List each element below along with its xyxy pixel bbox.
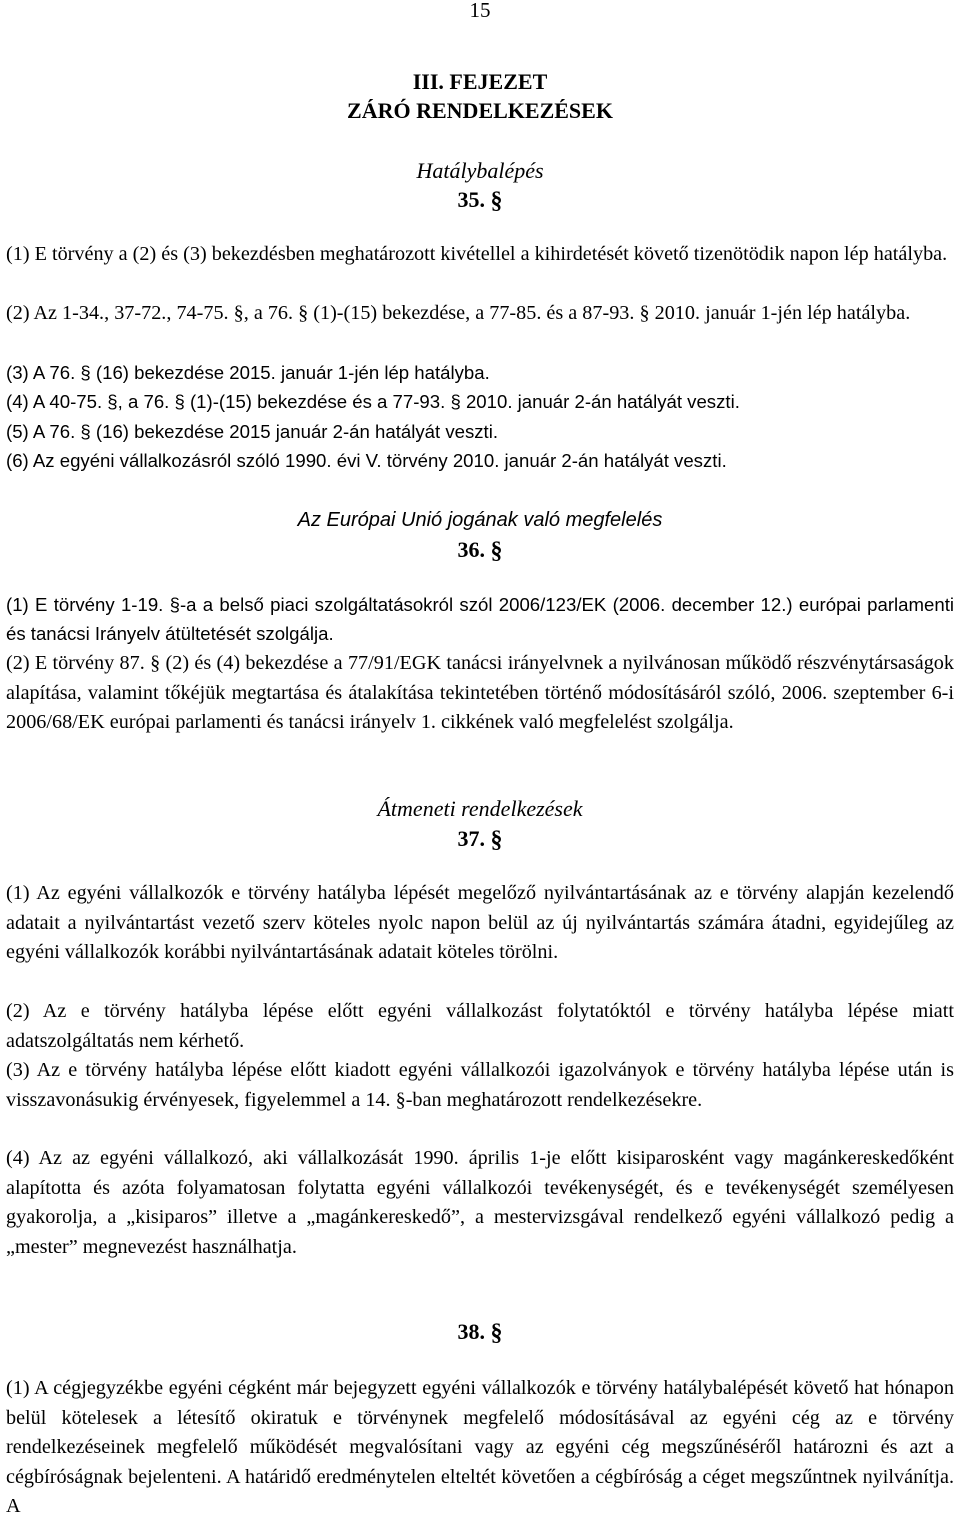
section-35-heading: Hatálybalépés xyxy=(416,158,544,183)
section-37-heading: Átmeneti rendelkezések xyxy=(377,796,583,821)
section-36-heading: Az Európai Unió jogának való megfelelés xyxy=(297,509,663,531)
section-38-number-text: 38. xyxy=(457,1319,485,1344)
section-36-paragraph-1: (1) E törvény 1-19. §-a a belső piaci szolgáltatásokról szól 2006/123/EK (2006. december 12.) európai parlamenti és tanácsi Irányelv átültetését szolgálja. xyxy=(6,594,954,644)
section-35-paragraph-3: (3) A 76. § (16) bekezdése 2015. január 1-jén lép hatályba. xyxy=(6,362,490,383)
chapter-title: ZÁRÓ RENDELKEZÉSEK xyxy=(347,98,613,123)
section-35-paragraph-1: (1) E törvény a (2) és (3) bekezdésben meghatározott kivétellel a kihirdetését követő tizenötödik napon lép hatályba. xyxy=(6,243,948,265)
section-35-number xyxy=(0,185,960,216)
section-symbol: § xyxy=(490,827,503,853)
section-35-paragraph-4: (4) A 40-75. §, a 76. § (1)-(15) bekezdése és a 77-93. § 2010. január 2-án hatályát veszti. xyxy=(6,391,740,412)
section-35-paragraph-5: (5) A 76. § (16) bekezdése 2015 január 2-án hatályát veszti. xyxy=(6,421,499,442)
section-37-paragraph-4: (4) Az az egyéni vállalkozó, aki vállalkozását 1990. április 1-je előtt kisiparosként vagy magánkereskedőként alapította és azóta folyamatosan folytatta egyéni vállalkozói tevékenységét, és e tevékenységét személyesen gyakorolja, a „kisiparos” illetve a „magánkereskedő”, a mestervizsgával rendelkező egyéni vállalkozó pedig a „mester” megnevezést használhatja. xyxy=(6,1147,954,1258)
section-35-number-text: 35. xyxy=(457,187,485,212)
section-symbol: § xyxy=(490,538,503,564)
section-38-number xyxy=(0,1317,960,1348)
section-35-paragraph-2: (2) Az 1-34., 37-72., 74-75. §, a 76. § (1)-(15) bekezdése, a 77-85. és a 87-93. § 2010. január 1-jén lép hatályba. xyxy=(6,302,911,324)
section-37-paragraph-2: (2) Az e törvény hatályba lépése előtt egyéni vállalkozást folytatóktól e törvény hatályba lépése miatt adatszolgáltatás nem kérhető. xyxy=(6,1000,954,1052)
section-36-number-text: 36. xyxy=(457,537,485,562)
section-35-paragraph-6: (6) Az egyéni vállalkozásról szóló 1990. évi V. törvény 2010. január 2-án hatályát veszti. xyxy=(6,450,727,471)
section-36-paragraph-2: (2) E törvény 87. § (2) és (4) bekezdése a 77/91/EGK tanácsi irányelvnek a nyilvánosan működő részvénytársaságok alapítása, valamint tőkéjük megtartása és átalakítása tekintetében történő módosításáról szóló, 2006. szeptember 6-i 2006/68/EK európai parlamenti és tanácsi irányelv 1. cikkének való megfelelést szolgálja. xyxy=(6,652,954,734)
section-37-number xyxy=(0,824,960,855)
section-36-number xyxy=(0,535,960,566)
section-symbol: § xyxy=(490,188,503,214)
section-symbol: § xyxy=(490,1320,503,1346)
section-38-paragraph-1: (1) A cégjegyzékbe egyéni cégként már bejegyzett egyéni vállalkozók e törvény hatálybalépését követő hat hónapon belül kötelesek a létesítő okiratuk e törvénynek megfelelő módosításával az egyéni cég az e törvény rendelkezéseinek megfelelő működését megvalósítani vagy az egyéni cég megszűnéséről határozni és azt a cégbíróságnak bejelenteni. A határidő eredménytelen elteltét követően a cégbíróság a céget megszűntnek nyilvánítja. A xyxy=(6,1377,954,1517)
chapter-number: III. FEJEZET xyxy=(412,69,548,94)
section-37-paragraph-1: (1) Az egyéni vállalkozók e törvény hatályba lépését megelőző nyilvántartásának az e törvény alapján kezelendő adatait a nyilvántartást vezető szerv köteles nyolc napon belül az új nyilvántartás számára átadni, egyidejűleg az egyéni vállalkozók korábbi nyilvántartásának adatait köteles törölni. xyxy=(6,882,954,963)
section-37-number-text: 37. xyxy=(457,826,485,851)
section-37-paragraph-3: (3) Az e törvény hatályba lépése előtt kiadott egyéni vállalkozói igazolványok e törvény hatályba lépése után is visszavonásukig érvényesek, figyelemmel a 14. §-ban meghatározott rendelkezésekre. xyxy=(6,1059,954,1111)
page-number: 15 xyxy=(469,0,491,22)
